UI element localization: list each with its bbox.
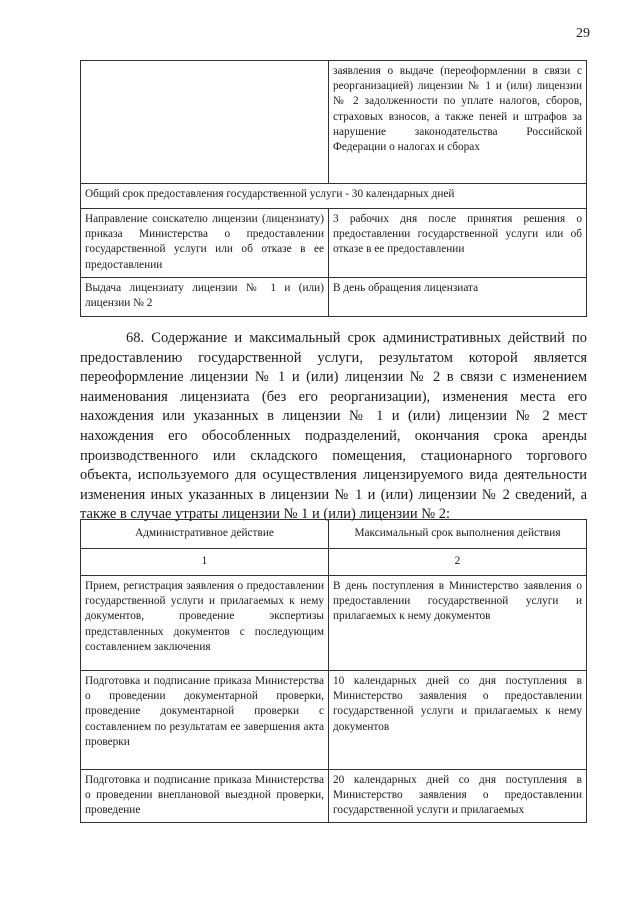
table-cell: 3 рабочих дня после принятия решения о предоставлении государственной услуги или об отказе в ее предоставлении xyxy=(329,209,587,278)
paragraph-68: 68. Содержание и максимальный срок административных действий по предоставлению государственной услуги, результатом которой является переоформление лицензии № 1 и (или) лицензии № 2 в связи с изменением наименования лицензиата (без его реорганизации), изменения места его нахождения или указанных в лицензии № 1 и (или) лицензии № 2 мест нахождения его обособленных подразделений, окончания срока аренды производственного или складского помещения, стационарного торгового объекта, используемого для осуществления лицензируемого вида деятельности изменения иных указанных в лицензии № 1 и (или) лицензии № 2 сведений, а также в случае утраты лицензии № 1 и (или) лицензии № 2: xyxy=(80,330,587,523)
table-header-row xyxy=(81,520,587,549)
table-cell: Прием, регистрация заявления о предоставлении государственной услуги и прилагаемых к нему документов, проведение экспертизы представленных документов с последующим составлением заключения xyxy=(81,576,329,671)
table-cell: Подготовка и подписание приказа Министерства о проведении документарной проверки, проведение документарной проверки с составлением по результатам ее завершения акта проверки xyxy=(81,671,329,770)
column-header: Административное действие xyxy=(81,520,329,549)
table-cell: Направление соискателю лицензии (лицензиату) приказа Министерства о предоставлении государственной услуги или об отказе в ее предоставлении xyxy=(81,209,329,278)
total-term-cell: Общий срок предоставления государственной услуги - 30 календарных дней xyxy=(81,184,587,209)
table-cell: Выдача лицензиату лицензии № 1 и (или) лицензии № 2 xyxy=(81,278,329,317)
table-row xyxy=(81,671,587,770)
table-cell: В день обращения лицензиата xyxy=(329,278,587,317)
column-header: Максимальный срок выполнения действия xyxy=(329,520,587,549)
table-row xyxy=(81,61,587,184)
column-number: 2 xyxy=(329,549,587,576)
table-cell: 20 календарных дней со дня поступления в Министерство заявления о предоставлении государственной услуги и прилагаемых xyxy=(329,770,587,823)
column-number-row xyxy=(81,549,587,576)
table-row xyxy=(81,278,587,317)
table-cell: 10 календарных дней со дня поступления в Министерство заявления о предоставлении государственной услуги и прилагаемых к нему документов xyxy=(329,671,587,770)
table-row xyxy=(81,209,587,278)
table-row xyxy=(81,576,587,671)
table-cell: Подготовка и подписание приказа Министерства о проведении внеплановой выездной проверки, проведение xyxy=(81,770,329,823)
table-row xyxy=(81,770,587,823)
table-row xyxy=(81,184,587,209)
bottom-table xyxy=(80,519,587,823)
column-number: 1 xyxy=(81,549,329,576)
table-cell: В день поступления в Министерство заявления о предоставлении государственной услуги и прилагаемых к нему документов xyxy=(329,576,587,671)
table-cell: заявления о выдаче (переоформлении в связи с реорганизацией) лицензии № 1 и (или) лицензии № 2 задолженности по уплате налогов, сборов, страховых взносов, а также пеней и штрафов за нарушение законодательства Российской Федерации о налогах и сборах xyxy=(329,61,587,184)
table-cell-empty xyxy=(81,61,329,184)
top-table xyxy=(80,60,587,317)
page-number: 29 xyxy=(576,26,590,41)
